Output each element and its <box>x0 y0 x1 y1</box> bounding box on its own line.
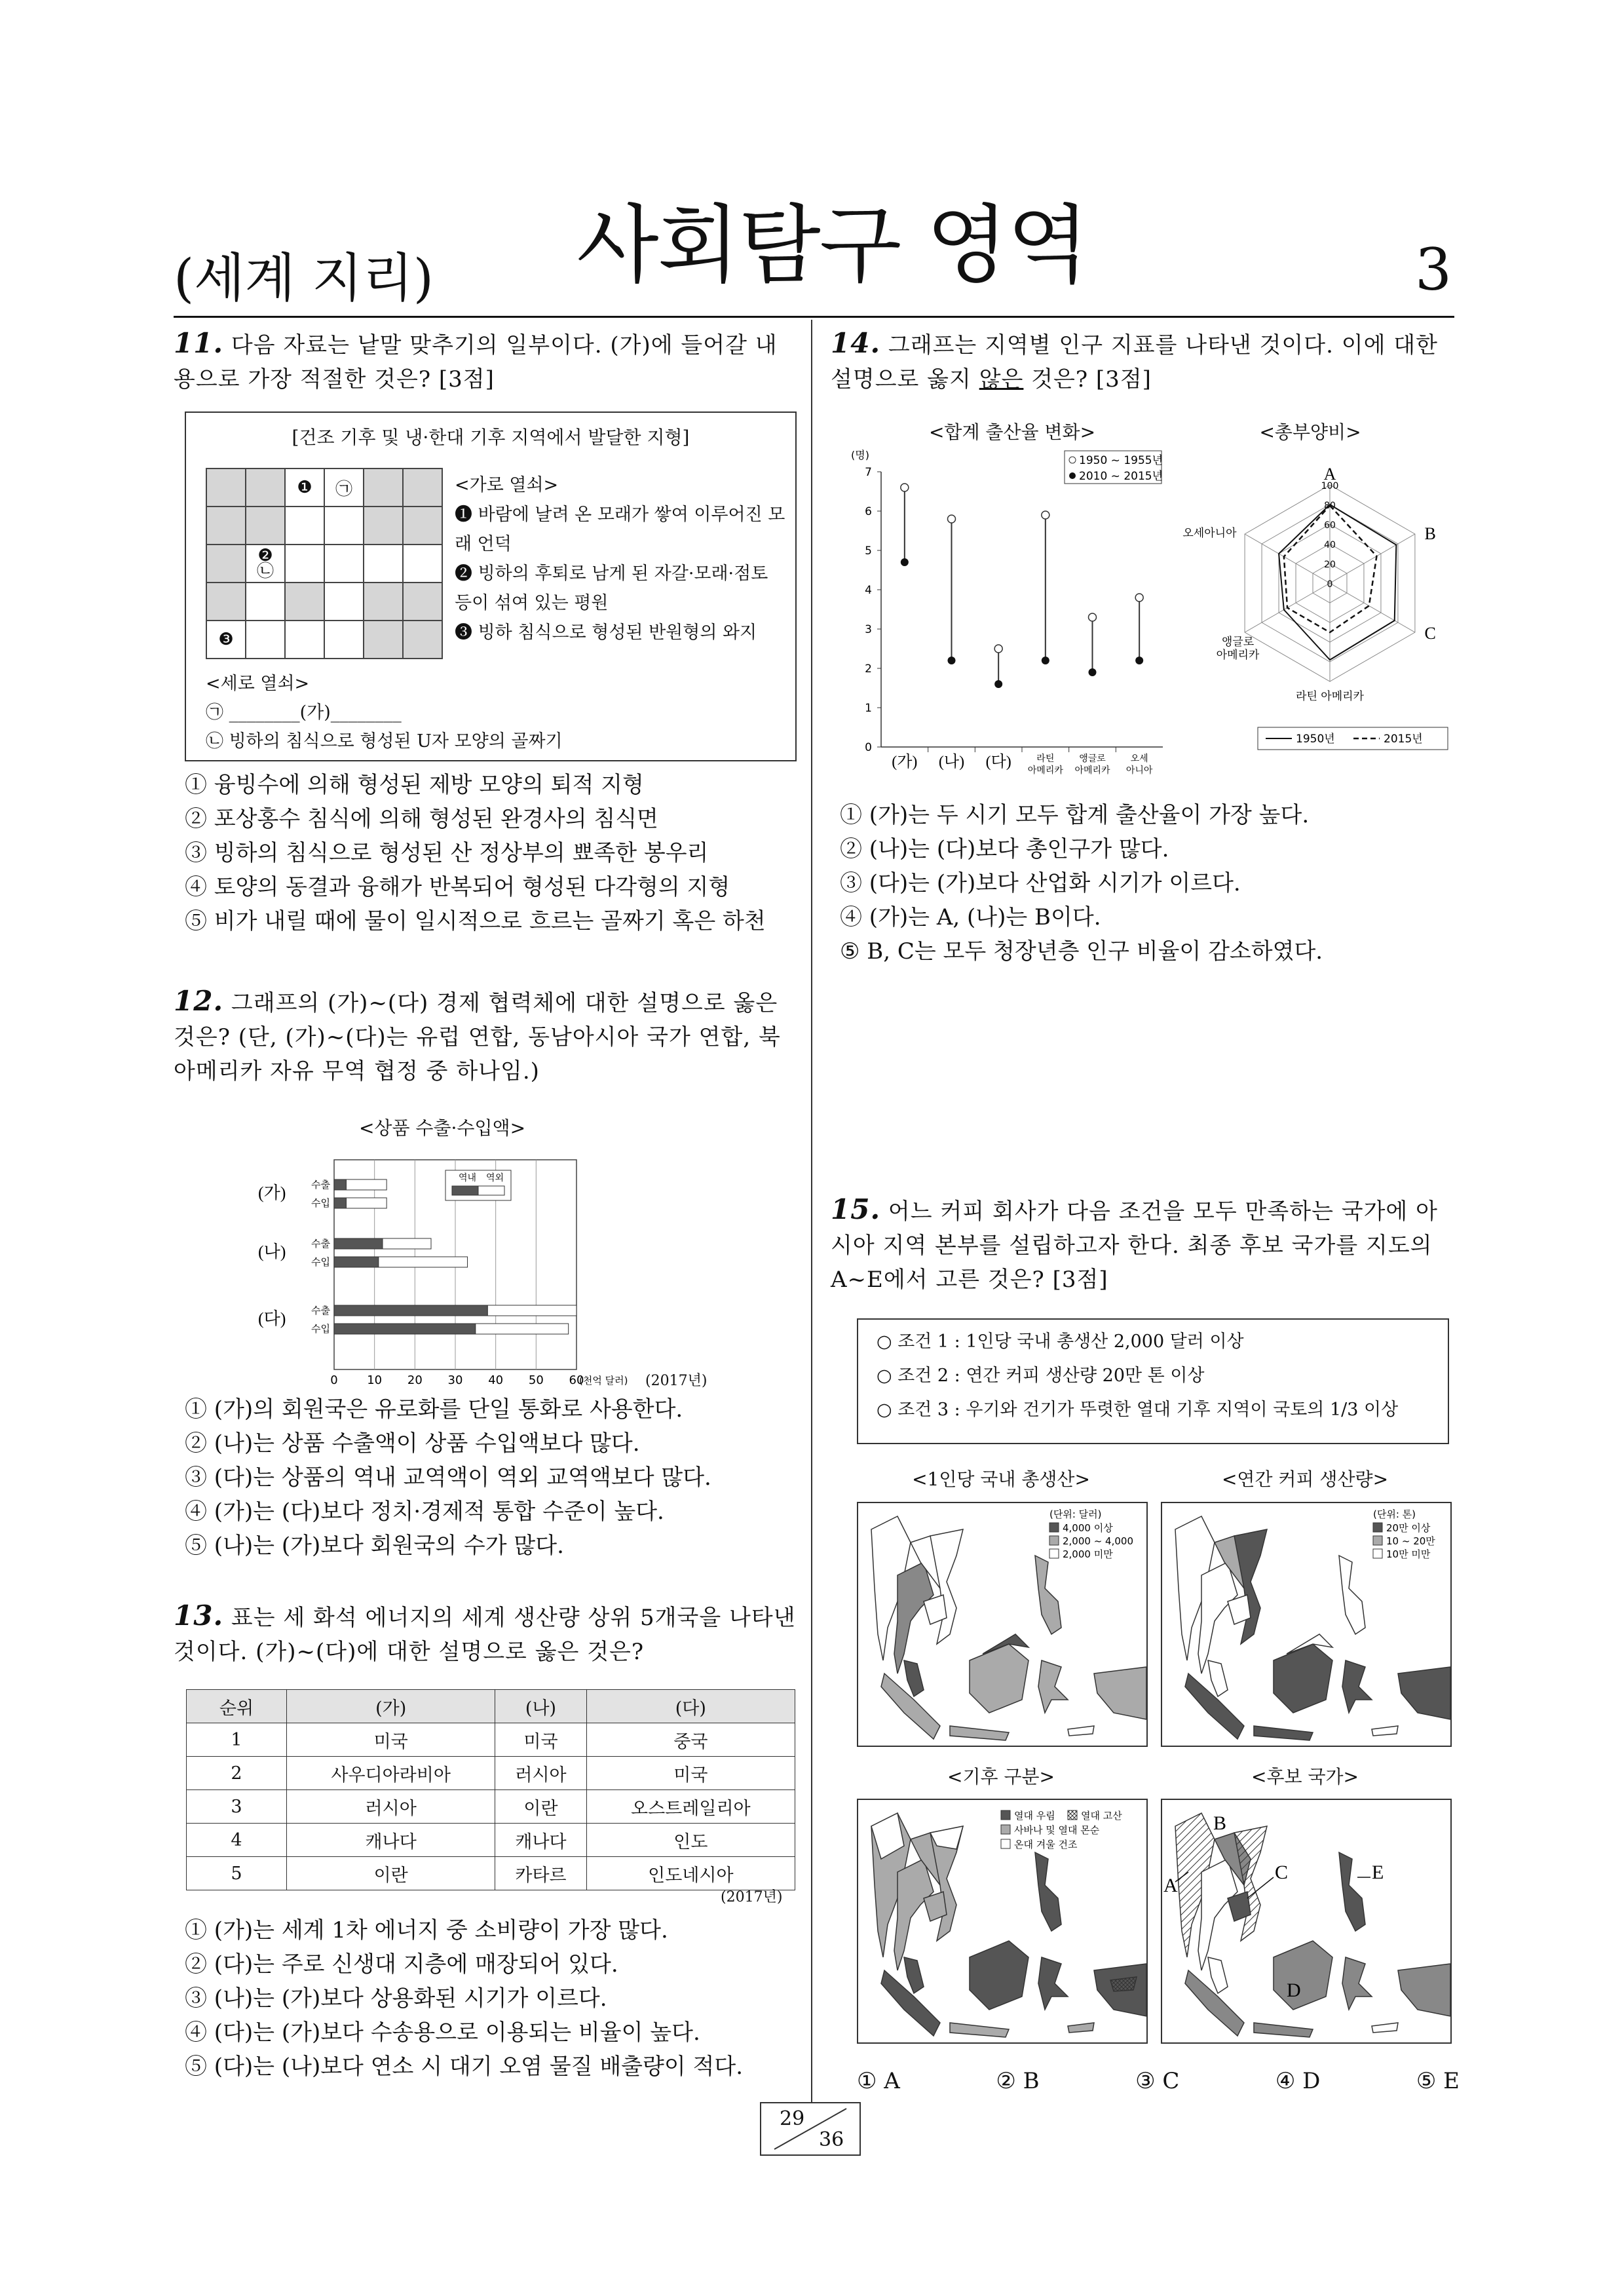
q15-conditions-box <box>857 1318 1449 1444</box>
bar-label: 수입 <box>311 1197 330 1209</box>
q15-options <box>857 2064 1460 2098</box>
q15-option-5[interactable]: ⑤ E <box>1416 2068 1460 2094</box>
crossword-grid <box>206 468 443 659</box>
x-tick-label: 40 <box>488 1373 504 1387</box>
gdp-legend-unit: (단위: 달러) <box>1049 1508 1102 1520</box>
q13-option-4[interactable]: ④ (다)는 (가)보다 수송용으로 이용되는 비율이 높다. <box>185 2019 700 2046</box>
y-tick-label: 5 <box>865 545 872 558</box>
map-philippines <box>1339 1556 1365 1634</box>
candidate-label-b: B <box>1213 1812 1227 1834</box>
page-subject-title: 사회탐구 영역 <box>576 195 1088 295</box>
legend-swatch-intra <box>452 1186 478 1195</box>
dot-1950 <box>1042 511 1049 519</box>
table-row <box>187 1723 795 1757</box>
radar-axis-label-anglo: 앵글로 <box>1221 636 1255 649</box>
x-tick-label: 50 <box>528 1373 544 1387</box>
table-cell: 사우디아라비아 <box>287 1757 495 1790</box>
y-tick-label: 1 <box>865 702 872 715</box>
table-cell: 중국 <box>586 1723 795 1757</box>
table-header: 순위 <box>187 1690 287 1723</box>
candidate-label-a: A <box>1163 1875 1178 1896</box>
coffee-legend-swatch-high <box>1373 1523 1382 1532</box>
table-cell: 카타르 <box>495 1857 586 1890</box>
radar-tick-label: 0 <box>1327 579 1333 590</box>
q14-options <box>840 798 1323 968</box>
table-header-row <box>187 1690 795 1723</box>
map-borneo <box>970 1941 1029 2010</box>
page-counter <box>760 2102 861 2156</box>
map-thailand <box>894 1562 934 1674</box>
q11-box-title: [건조 기후 및 냉·한대 기후 지역에서 발달한 지형] <box>292 427 690 448</box>
energy-production-table <box>186 1689 795 1890</box>
table-cell: 캐나다 <box>495 1824 586 1857</box>
coffee-legend-mid: 10 ~ 20만 <box>1386 1535 1435 1547</box>
map-vietnam <box>930 1529 963 1644</box>
radar-spoke <box>1245 534 1330 583</box>
map-east-timor <box>1372 1726 1398 1736</box>
q13-options <box>185 1913 743 2084</box>
q11-block <box>174 326 796 396</box>
y-tick-label: 3 <box>865 623 872 636</box>
dot-1950 <box>1089 613 1097 621</box>
x-tick-label: 아메리카 <box>1027 765 1063 776</box>
page-subtitle: (세계 지리) <box>174 248 434 309</box>
q13-option-2[interactable]: ② (다)는 주로 신생대 지층에 매장되어 있다. <box>185 1951 618 1978</box>
table-cell: 2 <box>187 1757 287 1790</box>
radar-axis-label-b: B <box>1424 524 1436 543</box>
climate-legend-savanna: 사바나 및 열대 몬순 <box>1014 1824 1100 1836</box>
q12-chart-title: <상품 수출·수입액> <box>358 1117 526 1139</box>
bar-extra <box>347 1179 387 1190</box>
radar-tick-label: 100 <box>1321 481 1339 491</box>
coffee-legend-swatch-mid <box>1373 1536 1382 1545</box>
coffee-legend-low: 10만 미만 <box>1386 1548 1431 1560</box>
dot-1950 <box>994 645 1002 653</box>
q14-option-3[interactable]: ③ (다)는 (가)보다 산업화 시기가 이르다. <box>840 870 1241 896</box>
x-tick-label: 라틴 <box>1036 754 1055 764</box>
radar-tick-label: 20 <box>1324 560 1336 570</box>
grid-mark-2: ❷ <box>257 546 273 565</box>
down-title: <세로 열쇠> <box>206 674 310 694</box>
q11-number: 11. <box>174 327 224 359</box>
q14-option-5[interactable]: ⑤ B, C는 모두 청장년층 인구 비율이 감소하였다. <box>840 938 1323 965</box>
map-east-timor <box>1372 2023 1398 2033</box>
candidate-label-e: E <box>1372 1862 1384 1883</box>
bar-intra <box>334 1179 347 1190</box>
group-label: (다) <box>258 1309 286 1328</box>
dot-2010 <box>994 680 1002 688</box>
q14-option-2[interactable]: ② (나)는 (다)보다 총인구가 많다. <box>840 836 1169 862</box>
x-tick-label: 20 <box>407 1373 423 1387</box>
climate-legend-swatch-cw <box>1001 1839 1010 1848</box>
map-sulawesi <box>1342 1957 1372 2010</box>
map-java <box>1254 2023 1313 2037</box>
radar-axis-label-c: C <box>1424 624 1436 643</box>
legend-label-2010: 2010 ~ 2015년 <box>1079 470 1163 483</box>
x-axis-unit: (천억 달러) <box>579 1375 628 1387</box>
total-pages: 36 <box>819 2128 844 2151</box>
table-cell: 미국 <box>586 1757 795 1790</box>
climate-legend-swatch-h <box>1068 1810 1077 1820</box>
x-tick-label: 앵글로 <box>1079 754 1106 764</box>
q13-question: 표는 세 화석 에너지의 세계 생산량 상위 5개국을 나타낸 것이다. (가)~(다)에 대한 설명으로 옳은 것은? <box>174 1605 796 1665</box>
legend-label-extra: 역외 <box>486 1173 504 1183</box>
y-tick-label: 6 <box>865 505 872 518</box>
climate-legend-highland: 열대 고산 <box>1081 1810 1122 1822</box>
map-malaysia-peninsula <box>1208 1660 1228 1696</box>
map-malaysia-peninsula <box>1208 1957 1228 1993</box>
dot-2010 <box>1042 657 1049 664</box>
bar-extra <box>347 1198 387 1208</box>
x-tick-label: (나) <box>938 754 965 771</box>
gdp-map <box>857 1502 1148 1747</box>
y-tick-label: 0 <box>865 741 872 754</box>
dot-2010 <box>901 558 909 566</box>
q13-option-1[interactable]: ① (가)는 세계 1차 에너지 중 소비량이 가장 많다. <box>185 1917 668 1943</box>
grid-mark-g2: ㉡ <box>256 562 274 581</box>
gdp-legend-high: 4,000 이상 <box>1063 1522 1113 1534</box>
map-thailand <box>1198 1562 1237 1674</box>
map-papua <box>1398 1667 1450 1719</box>
q12-block <box>174 984 796 1088</box>
x-tick-label: 아메리카 <box>1074 765 1110 776</box>
y-tick-label: 4 <box>865 584 872 597</box>
dot-2010 <box>1135 657 1143 664</box>
q15-block <box>831 1193 1453 1297</box>
x-tick-label: 0 <box>330 1373 338 1387</box>
q11-option-5[interactable]: ⑤ 비가 내릴 때에 물이 일시적으로 흐르는 골짜기 혹은 하천 <box>185 908 766 934</box>
y-tick-label: 2 <box>865 662 872 676</box>
q13-option-5[interactable]: ⑤ (다)는 (나)보다 연소 시 대기 오염 물질 배출량이 적다. <box>185 2054 744 2080</box>
coffee-legend-unit: (단위: 톤) <box>1373 1508 1416 1520</box>
map-title-coffee: <연간 커피 생산량> <box>1221 1468 1389 1490</box>
q15-option-3[interactable]: ③ C <box>1135 2068 1180 2094</box>
y-tick-label: 7 <box>865 466 872 479</box>
q13-block <box>174 1599 796 1669</box>
condition-2: ○ 조건 2 : 연간 커피 생산량 20만 톤 이상 <box>877 1366 1205 1386</box>
map-borneo <box>1274 1941 1332 2010</box>
radar-axis-label-latin: 라틴 아메리카 <box>1296 690 1364 703</box>
map-java <box>950 2023 1009 2037</box>
q11-option-3[interactable]: ③ 빙하의 침식으로 형성된 산 정상부의 뾰족한 봉우리 <box>185 840 709 866</box>
table-row <box>187 1790 795 1824</box>
condition-1: ○ 조건 1 : 1인당 국내 총생산 2,000 달러 이상 <box>877 1331 1244 1352</box>
table-cell: 인도네시아 <box>586 1857 795 1890</box>
group-label: (나) <box>258 1242 286 1261</box>
q11-option-4[interactable]: ④ 토양의 동결과 융해가 반복되어 형성된 다각형의 지형 <box>185 874 730 900</box>
table-row <box>187 1757 795 1790</box>
q14-option-1[interactable]: ① (가)는 두 시기 모두 합계 출산율이 가장 높다. <box>840 802 1310 828</box>
dependency-radar-chart <box>1173 446 1461 773</box>
gdp-legend-swatch-mid <box>1049 1536 1059 1545</box>
bar-label: 수입 <box>311 1323 330 1335</box>
table-cell: 이란 <box>287 1857 495 1890</box>
bar-extra <box>383 1238 431 1249</box>
legend-dot-1950 <box>1069 457 1076 463</box>
q15-question: 어느 커피 회사가 다음 조건을 모두 만족하는 국가에 아시아 지역 본부를 설립하고자 한다. 최종 후보 국가를 지도의 A~E에서 고른 것은? [3점] <box>831 1198 1438 1293</box>
candidate-label-d: D <box>1287 1980 1301 2001</box>
radar-axis-label-anglo: 아메리카 <box>1216 649 1260 662</box>
bar-intra <box>334 1257 379 1267</box>
climate-legend-swatch-af <box>1001 1810 1010 1820</box>
bar-intra <box>334 1324 476 1334</box>
column-divider <box>811 320 812 2102</box>
dot-2010 <box>1089 668 1097 676</box>
x-tick-label: 10 <box>367 1373 383 1387</box>
map-title-climate: <기후 구분> <box>947 1766 1055 1788</box>
q13-number: 13. <box>174 1599 224 1632</box>
map-title-candidates: <후보 국가> <box>1251 1766 1359 1788</box>
gdp-legend-swatch-high <box>1049 1523 1059 1532</box>
bar-label: 수출 <box>311 1238 330 1250</box>
q14-block <box>831 326 1453 396</box>
q14-number: 14. <box>831 327 881 359</box>
bar-intra <box>334 1198 347 1208</box>
q11-option-1[interactable]: ① 융빙수에 의해 형성된 제방 모양의 퇴적 지형 <box>185 772 644 798</box>
map-sulawesi <box>1038 1957 1068 2010</box>
table-cell: 미국 <box>287 1723 495 1757</box>
map-papua <box>1094 1667 1146 1719</box>
table-cell: 러시아 <box>495 1757 586 1790</box>
coffee-map <box>1161 1502 1452 1747</box>
q12-question: 그래프의 (가)~(다) 경제 협력체에 대한 설명으로 옳은 것은? (단, (가)~(다)는 유럽 연합, 동남아시아 국가 연합, 북아메리카 자유 무역 협정 중 하나임.) <box>174 990 781 1084</box>
table-cell: 인도 <box>586 1824 795 1857</box>
q13-option-3[interactable]: ③ (나)는 (가)보다 상용화된 시기가 이르다. <box>185 1985 607 2012</box>
table-cell: 4 <box>187 1824 287 1857</box>
q12-options <box>185 1392 711 1563</box>
map-vietnam <box>1234 1529 1267 1644</box>
table-cell: 3 <box>187 1790 287 1824</box>
q15-number: 15. <box>831 1193 881 1225</box>
map-java <box>950 1726 1009 1740</box>
dot-1950 <box>948 515 956 523</box>
q13-year: (2017년) <box>721 1889 783 1905</box>
q11-puzzle-box <box>185 411 797 761</box>
q11-options <box>185 768 766 938</box>
q12-option-2[interactable]: ② (나)는 상품 수출액이 상품 수입액보다 많다. <box>185 1430 640 1457</box>
x-tick-label: (다) <box>985 754 1011 771</box>
map-vietnam <box>1234 1826 1267 1941</box>
down-clue-1: ㉠ ________(가)________ <box>206 702 402 723</box>
group-label: (가) <box>258 1183 286 1202</box>
dependency-chart-title: <총부양비> <box>1259 421 1361 443</box>
map-sulawesi <box>1038 1660 1068 1713</box>
table-header: (나) <box>495 1690 586 1723</box>
series-1950 <box>1279 505 1396 660</box>
radar-tick-label: 80 <box>1324 501 1336 511</box>
table-cell: 5 <box>187 1857 287 1890</box>
map-malaysia-peninsula <box>904 1957 924 1993</box>
climate-map <box>857 1799 1148 2044</box>
condition-3: ○ 조건 3 : 우기와 건기가 뚜렷한 열대 기후 지역이 국토의 1/3 이상 <box>877 1400 1399 1420</box>
bar-intra <box>334 1238 383 1249</box>
radar-tick-label: 60 <box>1324 520 1336 531</box>
legend-label-1950: 1950년 <box>1296 733 1335 746</box>
gdp-legend-mid: 2,000 ~ 4,000 <box>1063 1535 1133 1547</box>
climate-legend-temperate: 온대 겨울 건조 <box>1014 1839 1078 1850</box>
legend-label-1950: 1950 ~ 1955년 <box>1079 454 1163 467</box>
table-header: (다) <box>586 1690 795 1723</box>
grid-mark-3: ❸ <box>206 621 246 659</box>
map-sulawesi <box>1342 1660 1372 1713</box>
header-rule <box>174 316 1454 318</box>
map-java <box>1254 1726 1313 1740</box>
q12-option-3[interactable]: ③ (다)는 상품의 역내 교역액이 역외 교역액보다 많다. <box>185 1464 711 1491</box>
map-papua <box>1398 1964 1450 2016</box>
bar-label: 수출 <box>311 1305 330 1316</box>
x-tick-label: 오세 <box>1130 754 1148 764</box>
map-east-timor <box>1068 2023 1094 2033</box>
tfr-dot-chart <box>842 446 1176 786</box>
q12-number: 12. <box>174 985 224 1017</box>
candidate-label-c: C <box>1275 1862 1289 1883</box>
bar-extra <box>487 1305 576 1316</box>
q12-option-4[interactable]: ④ (가)는 (다)보다 정치·경제적 통합 수준이 높다. <box>185 1499 664 1525</box>
radar-axis-label-a: A <box>1323 465 1336 484</box>
q14-question-underline: 않은 <box>979 366 1024 392</box>
candidate-map <box>1161 1799 1452 2044</box>
page-number: 3 <box>1415 236 1452 303</box>
map-thailand <box>894 1859 934 1970</box>
x-tick-label: 아니아 <box>1125 765 1153 776</box>
map-borneo <box>970 1644 1029 1713</box>
q15-option-2[interactable]: ② B <box>996 2068 1040 2094</box>
gdp-legend-low: 2,000 미만 <box>1063 1548 1113 1560</box>
down-clue-2: ㉡ 빙하의 침식으로 형성된 U자 모양의 골짜기 <box>206 731 563 752</box>
bar-extra <box>379 1257 468 1267</box>
q14-question-b: 것은? [3점] <box>1023 366 1152 392</box>
map-philippines-e <box>1339 1852 1365 1931</box>
across-title: <가로 열쇠> <box>455 475 559 495</box>
trade-bar-chart <box>249 1147 628 1396</box>
legend-label-2015: 2015년 <box>1384 733 1423 746</box>
dot-2010 <box>948 657 956 664</box>
radar-spoke <box>1330 534 1415 583</box>
table-header: (가) <box>287 1690 495 1723</box>
q15-option-1[interactable]: ① A <box>857 2068 900 2094</box>
map-philippines <box>1035 1852 1061 1931</box>
q15-option-4[interactable]: ④ D <box>1275 2068 1321 2094</box>
q12-option-5[interactable]: ⑤ (나)는 (가)보다 회원국의 수가 많다. <box>185 1533 564 1559</box>
table-cell: 1 <box>187 1723 287 1757</box>
table-cell: 캐나다 <box>287 1824 495 1857</box>
coffee-legend-high: 20만 이상 <box>1386 1522 1431 1534</box>
legend-dot-2010 <box>1069 472 1076 479</box>
across-clue-3: ❸ 빙하 침식으로 형성된 반원형의 와지 <box>455 622 757 643</box>
x-tick-label: 30 <box>447 1373 463 1387</box>
grid-mark-g1: ㉠ <box>324 469 364 507</box>
table-cell: 이란 <box>495 1790 586 1824</box>
bar-extra <box>476 1324 569 1334</box>
map-thailand <box>1198 1859 1237 1970</box>
table-cell: 미국 <box>495 1723 586 1757</box>
gdp-legend-swatch-low <box>1049 1549 1059 1558</box>
table-cell: 러시아 <box>287 1790 495 1824</box>
coffee-legend-swatch-low <box>1373 1549 1382 1558</box>
table-row <box>187 1857 795 1890</box>
grid-mark-1: ❶ <box>285 469 324 507</box>
map-title-gdp: <1인당 국내 총생산> <box>912 1468 1090 1490</box>
q12-year: (2017년) <box>645 1373 708 1389</box>
across-clue-2: ❷ 빙하의 후퇴로 남게 된 자갈·모래·점토 등이 섞여 있는 평원 <box>455 564 768 613</box>
tfr-chart-title: <합계 출산율 변화> <box>928 421 1096 443</box>
radar-tick-label: 40 <box>1324 540 1336 550</box>
dot-1950 <box>1135 594 1143 602</box>
bar-intra <box>334 1305 487 1316</box>
q11-question: 다음 자료는 낱말 맞추기의 일부이다. (가)에 들어갈 내용으로 가장 적절한 것은? [3점] <box>174 332 778 392</box>
climate-legend-rainforest: 열대 우림 <box>1014 1810 1055 1822</box>
bar-label: 수출 <box>311 1179 330 1191</box>
across-clue-1: ❶ 바람에 날려 온 모래가 쌓여 이루어진 모래 언덕 <box>455 505 785 554</box>
table-cell: 오스트레일리아 <box>586 1790 795 1824</box>
x-tick-label: 60 <box>569 1373 584 1387</box>
y-axis-unit: (명) <box>851 449 869 461</box>
current-page: 29 <box>780 2107 805 2130</box>
legend-swatch-extra <box>478 1186 504 1195</box>
x-tick-label: (가) <box>892 754 918 771</box>
radar-axis-label-oceania: 오세아니아 <box>1182 527 1237 540</box>
map-philippines <box>1035 1556 1061 1634</box>
map-borneo <box>1274 1644 1332 1713</box>
q14-question-a: 그래프는 지역별 인구 지표를 나타낸 것이다. 이에 대한 설명으로 옳지 <box>831 332 1438 392</box>
dot-1950 <box>901 484 909 491</box>
map-east-timor <box>1068 1726 1094 1736</box>
table-row <box>187 1824 795 1857</box>
legend-label-intra: 역내 <box>459 1173 477 1183</box>
bar-label: 수입 <box>311 1256 330 1268</box>
q11-option-2[interactable]: ② 포상홍수 침식에 의해 형성된 완경사의 침식면 <box>185 806 658 832</box>
map-malaysia-peninsula <box>904 1660 924 1696</box>
climate-legend-swatch-aw <box>1001 1825 1010 1834</box>
radar-spoke <box>1330 583 1415 632</box>
q12-option-1[interactable]: ① (가)의 회원국은 유로화를 단일 통화로 사용한다. <box>185 1396 683 1423</box>
q14-option-4[interactable]: ④ (가)는 A, (나)는 B이다. <box>840 904 1101 930</box>
